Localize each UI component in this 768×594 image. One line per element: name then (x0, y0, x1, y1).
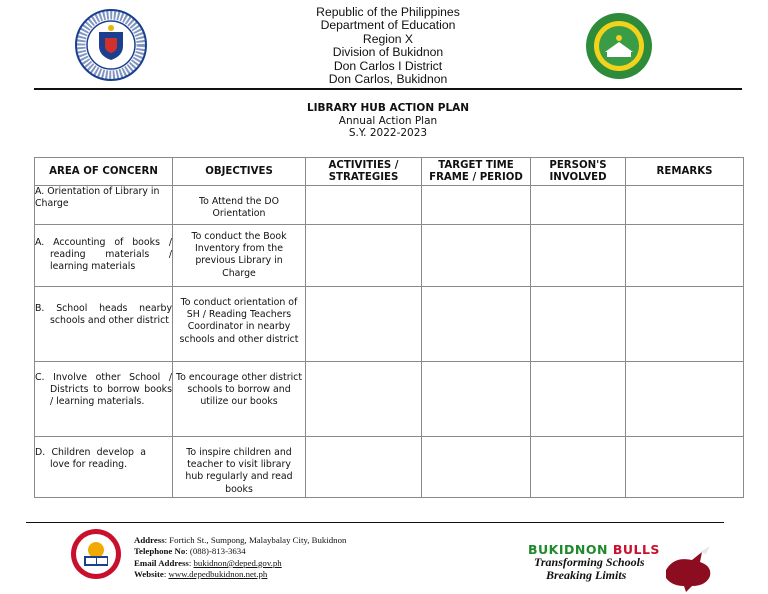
header-line: Department of Education (320, 18, 456, 33)
timeframe-cell (422, 225, 531, 287)
telephone-value: : (088)-813-3634 (185, 546, 246, 557)
header-line: Don Carlos, Bukidnon (328, 72, 448, 87)
remarks-cell (626, 186, 744, 225)
area-text: B. School heads nearby schools and other district (35, 303, 172, 327)
header-line: Republic of the Philippines (316, 5, 460, 19)
tagline-line: Breaking Limits (546, 568, 627, 582)
column-header: PERSON'S INVOLVED (531, 158, 626, 186)
remarks-cell (626, 437, 744, 498)
email-line: Email Address: bukidnon@deped.gov.ph (134, 557, 282, 568)
table-row (35, 186, 744, 225)
timeframe-cell (422, 186, 531, 225)
remarks-cell (626, 225, 744, 287)
deped-seal-icon (72, 8, 150, 82)
email-link[interactable]: bukidnon@deped.gov.ph (193, 557, 282, 568)
header-line: Division of Bukidnon (332, 45, 444, 60)
plan-title-block (200, 102, 576, 140)
action-plan-table (34, 157, 744, 498)
header-rule (34, 88, 742, 90)
column-header: ACTIVITIES / STRATEGIES (306, 158, 422, 186)
table-header-row (35, 158, 744, 186)
activities-cell (306, 362, 422, 437)
table-row (35, 225, 744, 287)
area-cell (35, 437, 173, 498)
persons-cell (531, 437, 626, 498)
objective-cell (173, 225, 306, 287)
telephone-label: Telephone No (134, 546, 186, 557)
objective-text: To Attend the DO Orientation (198, 196, 280, 220)
agency-header (230, 6, 546, 86)
timeframe-cell (422, 287, 531, 362)
address-value: : Fortich St., Sumpong, Malaybalay City, Bukidnon (164, 535, 347, 545)
email-label: Email Address (134, 557, 189, 568)
area-cell (35, 186, 173, 225)
division-seal-icon (70, 528, 122, 580)
remarks-cell (626, 287, 744, 362)
address-line (134, 535, 346, 546)
objective-text: To conduct orientation of SH / Reading Teachers Coordinator in nearby schools and other district (179, 297, 299, 345)
timeframe-cell (422, 437, 531, 498)
column-header: AREA OF CONCERN (35, 158, 173, 186)
plan-title: LIBRARY HUB ACTION PLAN (306, 102, 470, 114)
header-line: Region X (362, 31, 414, 46)
timeframe-cell (422, 362, 531, 437)
table-row (35, 287, 744, 362)
footer-rule (26, 522, 724, 523)
tagline-line: Transforming Schools (534, 555, 645, 569)
objective-text: To conduct the Book Inventory from the previous Library in Charge (191, 231, 287, 279)
area-text: A. Orientation of Library in Charge (35, 186, 160, 210)
area-text: A. Accounting of books / reading materials / learning materials (35, 237, 172, 273)
area-cell (35, 362, 173, 437)
brand-green-text: BUKIDNON (528, 542, 608, 557)
area-cell (35, 287, 173, 362)
school-year: S.Y. 2022-2023 (348, 127, 428, 140)
objective-cell (173, 186, 306, 225)
header-line: Don Carlos I District (333, 58, 443, 73)
persons-cell (531, 287, 626, 362)
plan-subtitle: Annual Action Plan (338, 114, 438, 127)
brand-red-text: BULLS (612, 542, 660, 557)
persons-cell (531, 225, 626, 287)
objective-cell (173, 362, 306, 437)
persons-cell (531, 362, 626, 437)
area-text: C. Involve other School / Districts to borrow books / learning materials. (35, 372, 172, 408)
column-header: REMARKS (626, 158, 744, 186)
objective-text: To encourage other district schools to borrow and utilize our books (175, 372, 303, 408)
remarks-cell (626, 362, 744, 437)
brand-tagline (534, 556, 645, 582)
activities-cell (306, 225, 422, 287)
contact-block (134, 535, 346, 581)
telephone-line (134, 546, 346, 557)
column-header: TARGET TIME FRAME / PERIOD (422, 158, 531, 186)
table-row (35, 362, 744, 437)
objective-cell (173, 437, 306, 498)
area-cell (35, 225, 173, 287)
table-row (35, 437, 744, 498)
district-seal-icon (585, 12, 653, 80)
objective-cell (173, 287, 306, 362)
activities-cell (306, 437, 422, 498)
persons-cell (531, 186, 626, 225)
website-label: Website (134, 569, 164, 580)
activities-cell (306, 186, 422, 225)
column-header: OBJECTIVES (173, 158, 306, 186)
objective-text: To inspire children and teacher to visit library hub regularly and read books (185, 447, 293, 495)
website-link[interactable]: www.depedbukidnon.net.ph (168, 569, 268, 580)
address-label: Address (134, 535, 165, 545)
website-line: Website: www.depedbukidnon.net.ph (134, 569, 268, 580)
area-text: D. Children develop a love for reading. (35, 447, 146, 471)
activities-cell (306, 287, 422, 362)
